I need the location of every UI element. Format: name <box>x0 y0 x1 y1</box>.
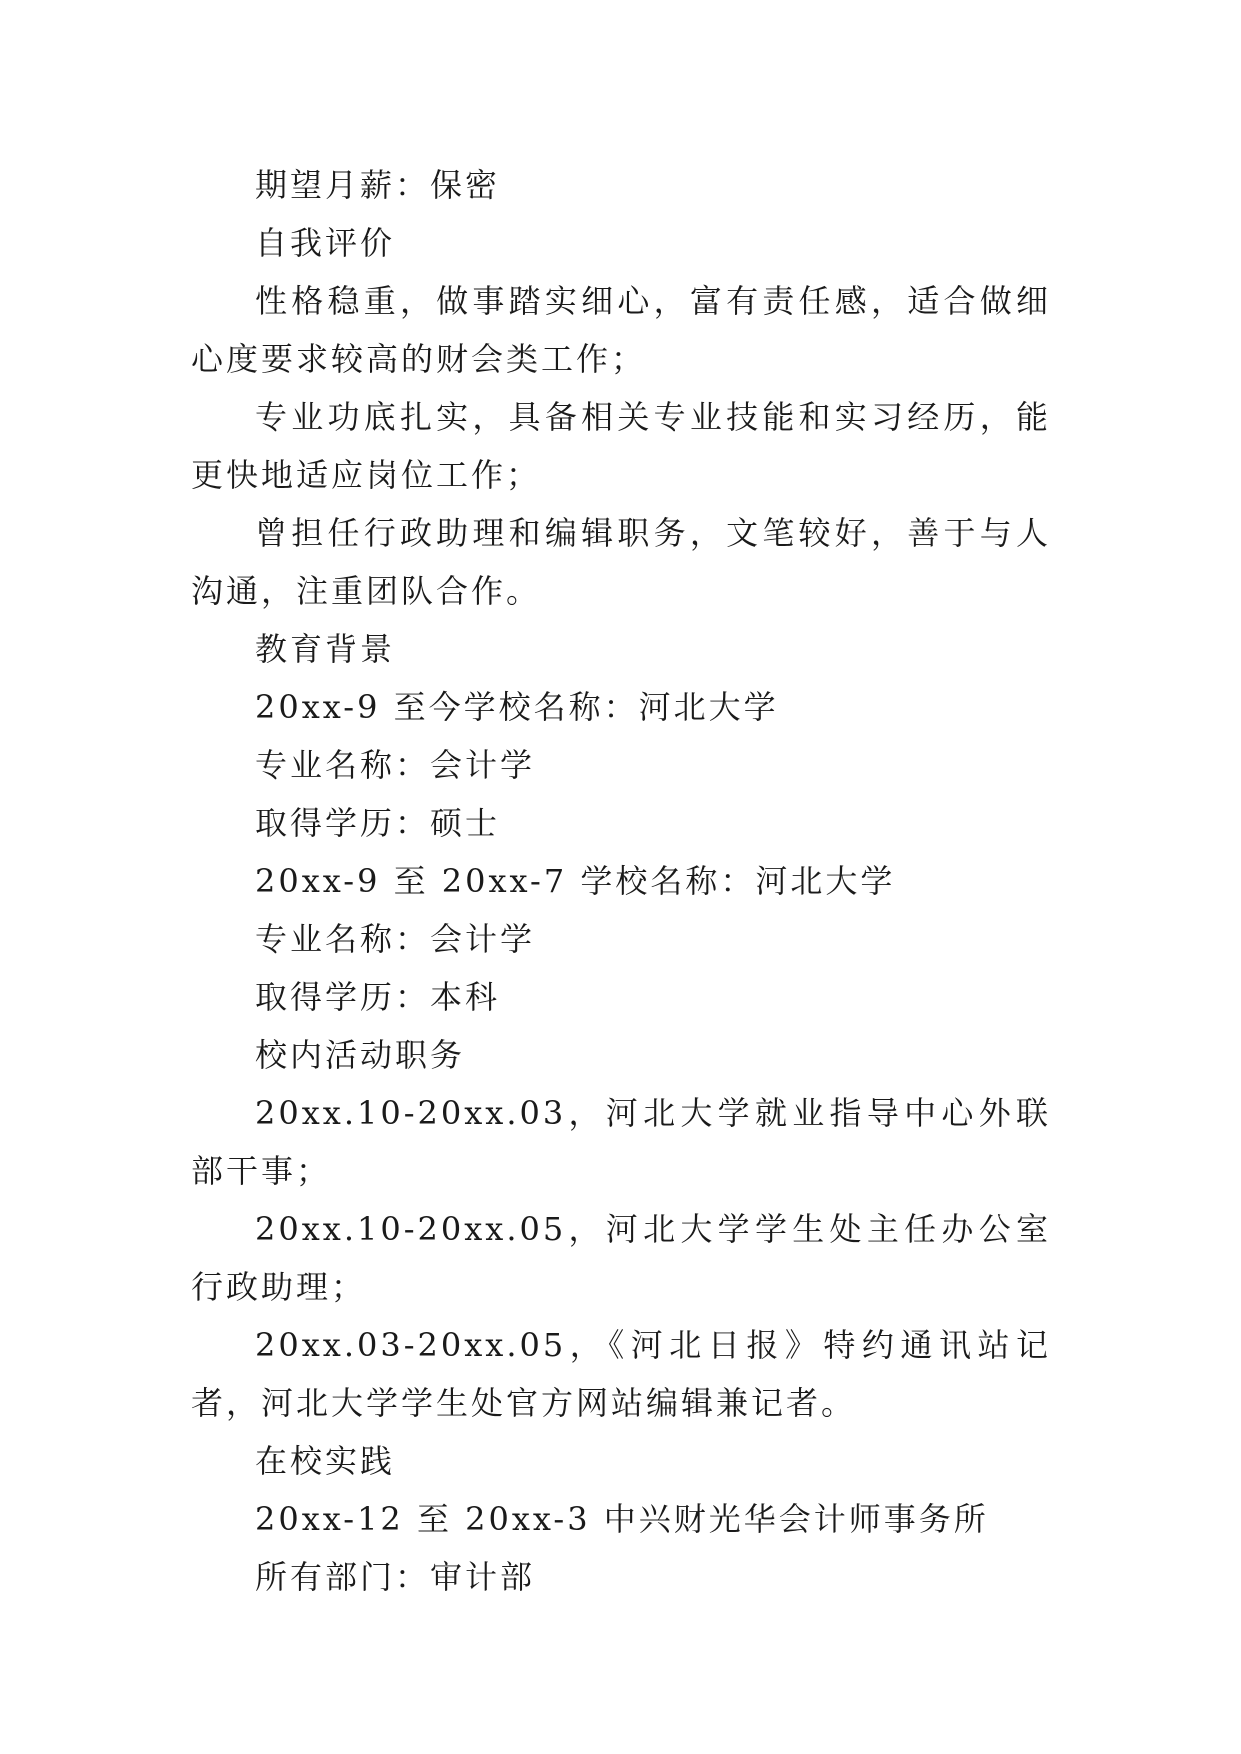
section-heading-self-evaluation: 自我评价 <box>255 224 396 262</box>
section-heading-campus-activities: 校内活动职务 <box>255 1036 466 1074</box>
education-degree-line: 取得学历：硕士 <box>255 804 501 842</box>
self-evaluation-paragraph: 性格稳重，做事踏实细心，富有责任感，适合做细心度要求较高的财会类工作； <box>191 282 1051 378</box>
campus-activity-entry: 20xx.10-20xx.03，河北大学就业指导中心外联部干事； <box>191 1094 1051 1190</box>
education-major-line: 专业名称：会计学 <box>255 920 536 958</box>
campus-activity-entry: 20xx.10-20xx.05，河北大学学生处主任办公室行政助理； <box>191 1210 1051 1306</box>
section-heading-practice: 在校实践 <box>255 1442 396 1480</box>
education-entry-line: 20xx-9 至 20xx-7 学校名称：河北大学 <box>255 862 896 900</box>
document-body <box>191 156 1051 1606</box>
practice-department-line: 所有部门：审计部 <box>255 1558 536 1596</box>
section-heading-education: 教育背景 <box>255 630 396 668</box>
education-entry-line: 20xx-9 至今学校名称：河北大学 <box>255 688 779 726</box>
education-degree-line: 取得学历：本科 <box>255 978 501 1016</box>
education-major-line: 专业名称：会计学 <box>255 746 536 784</box>
expected-salary-line: 期望月薪：保密 <box>255 166 501 204</box>
self-evaluation-paragraph: 专业功底扎实，具备相关专业技能和实习经历，能更快地适应岗位工作； <box>191 398 1051 494</box>
campus-activity-entry: 20xx.03-20xx.05，《河北日报》特约通讯站记者，河北大学学生处官方网站编辑兼记者。 <box>191 1326 1051 1422</box>
self-evaluation-paragraph: 曾担任行政助理和编辑职务，文笔较好，善于与人沟通，注重团队合作。 <box>191 514 1051 610</box>
practice-entry-line: 20xx-12 至 20xx-3 中兴财光华会计师事务所 <box>255 1500 989 1538</box>
